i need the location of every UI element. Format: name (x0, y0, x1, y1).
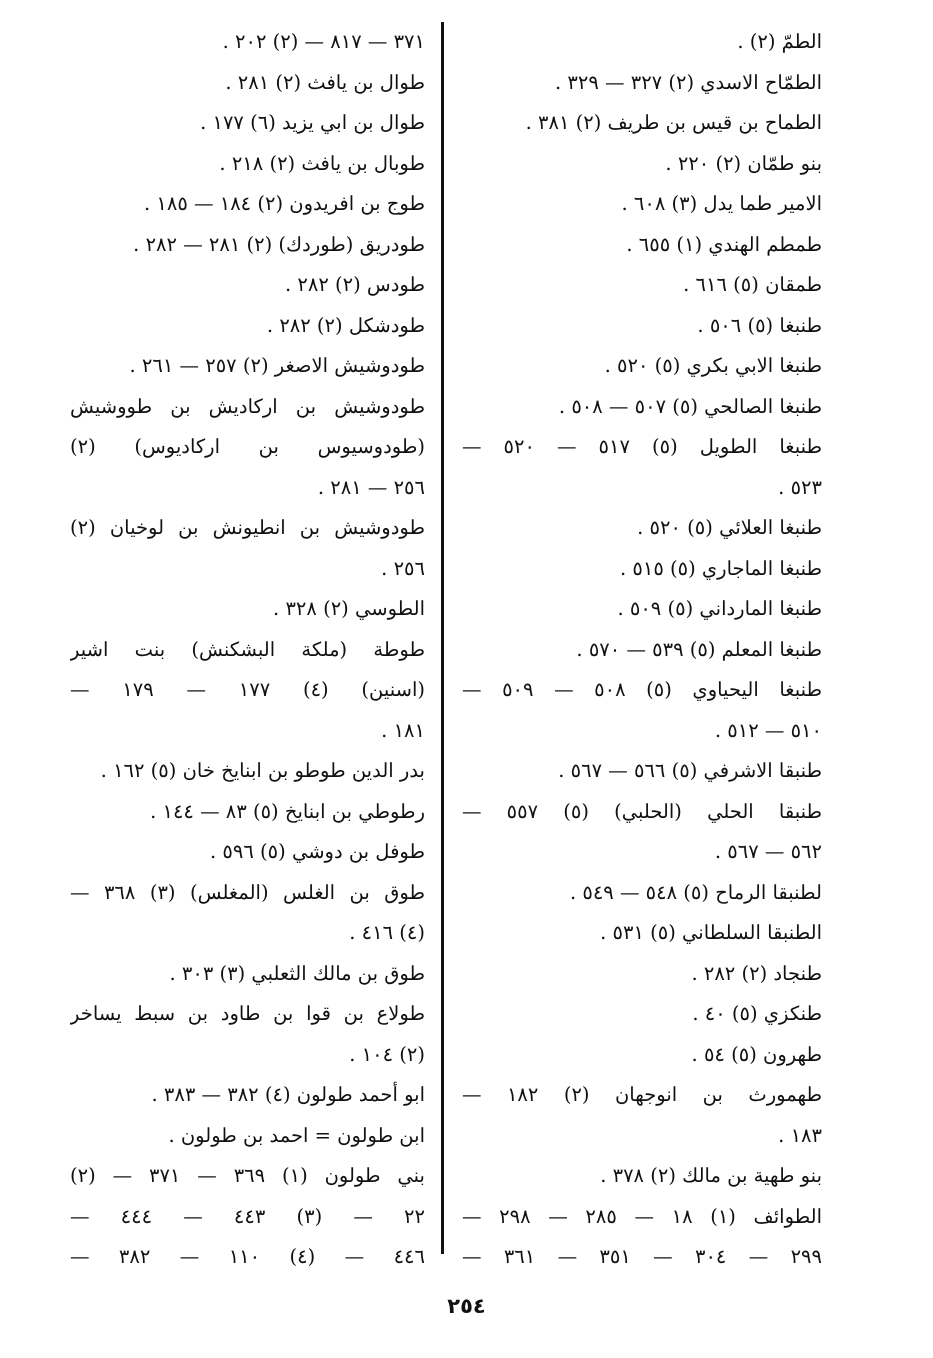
index-entry-line: رطوطي بن ابنايخ (٥) ٨٣ — ١٤٤ . (150, 799, 425, 823)
index-entry-line: ٥١٠ — ٥١٢ . (714, 718, 822, 742)
index-entry-line: بدر الدين طوطو بن ابنايخ خان (٥) ١٦٢ . (100, 759, 425, 782)
index-entry-line: ٢٥٦ . (381, 556, 425, 580)
index-entry-line: بني طولون (١) ٣٦٩ — ٣٧١ — (٢) (70, 1164, 425, 1187)
index-entry-line: الطوائف (١) ١٨ — ٢٨٥ — ٢٩٨ — (462, 1204, 822, 1228)
index-entry-line: طوطة (ملكة البشكنش) بنت اشير (70, 637, 425, 661)
index-entry-line: بنو طمّان (٢) ٢٢٠ . (665, 151, 822, 175)
index-entry-line: لطنبقا الرماح (٥) ٥٤٨ — ٥٤٩ . (569, 880, 822, 904)
index-entry-line: طنبقا الاشرفي (٥) ٥٦٦ — ٥٦٧ . (558, 759, 822, 782)
index-entry-line: الطماح بن قيس بن طريف (٢) ٣٨١ . (525, 111, 822, 134)
index-column-right (462, 22, 822, 1278)
index-entry-line: طهرون (٥) ٥٤ . (691, 1042, 822, 1066)
index-entry-line: الامير طما يدل (٣) ٦٠٨ . (621, 192, 822, 215)
index-entry-line: طولاع بن قوا بن طاود بن سبط يساخر (70, 1002, 425, 1025)
index-entry-line: طنكزي (٥) ٤٠ . (692, 1002, 822, 1025)
index-entry-line: طنبغا الماجاري (٥) ٥١٥ . (619, 556, 822, 580)
index-entry-line: طوق بن الغلس (المغلس) (٣) ٣٦٨ — (70, 880, 425, 904)
index-entry-line: طنبغا الابي بكري (٥) ٥٢٠ . (604, 354, 822, 377)
index-column-left (70, 22, 425, 1278)
index-entry-line: الطمّ (٢) . (737, 30, 822, 53)
index-entry-line: ٤٤٦ — (٤) ١١٠ — ٣٨٢ — (70, 1245, 425, 1268)
index-entry-line: (اسنين) (٤) ١٧٧ — ١٧٩ — (70, 678, 425, 701)
index-entry-line: طمقان (٥) ٦١٦ . (683, 273, 822, 296)
index-entry-line: (٢) ١٠٤ . (349, 1042, 425, 1066)
index-entry-line: ابن طولون = احمد بن طولون . (168, 1123, 425, 1147)
index-entry-line: الطوسي (٢) ٣٢٨ . (273, 597, 425, 620)
index-entry-line: طودريق (طوردك) (٢) ٢٨١ — ٢٨٢ . (133, 232, 425, 256)
index-entry-line: طودوشيش بن اركاديش بن طووشيش (70, 394, 425, 418)
index-entry-line: طنبغا (٥) ٥٠٦ . (697, 313, 822, 337)
index-entry-line: ٣٧١ — ٨١٧ — (٢) ٢٠٢ . (222, 30, 425, 53)
index-entry-line: طودوشيش بن انطيونش بن لوخيان (٢) (70, 516, 425, 539)
index-entry-line: ١٨٣ . (778, 1123, 822, 1147)
index-entry-line: طودس (٢) ٢٨٢ . (284, 273, 425, 296)
index-entry-line: طنبغا الصالحي (٥) ٥٠٧ — ٥٠٨ . (558, 394, 822, 418)
index-entry-line: طوفل بن دوشي (٥) ٥٩٦ . (210, 840, 425, 863)
page-number: ٢٥٤ (447, 1294, 486, 1318)
index-entry-line: طودشكل (٢) ٢٨٢ . (266, 313, 425, 337)
index-entry-line: طوج بن افريدون (٢) ١٨٤ — ١٨٥ . (143, 192, 425, 215)
index-entry-line: طوال بن ابي يزيد (٦) ١٧٧ . (200, 111, 425, 134)
index-entry-line: (طودوسيوس بن اركاديوس) (٢) (70, 435, 425, 458)
index-entry-line: الطنبقا السلطاني (٥) ٥٣١ . (600, 921, 822, 944)
index-entry-line: الطمّاح الاسدي (٢) ٣٢٧ — ٣٢٩ . (555, 70, 822, 94)
index-entry-line: طنبغا المعلم (٥) ٥٣٩ — ٥٧٠ . (576, 637, 822, 661)
index-entry-line: ٢٥٦ — ٢٨١ . (317, 475, 425, 499)
index-entry-line: ١٨١ . (381, 718, 425, 742)
index-entry-line: طوق بن مالك الثعلبي (٣) ٣٠٣ . (169, 961, 425, 985)
index-entry-line: ابو أحمد طولون (٤) ٣٨٢ — ٣٨٣ . (151, 1083, 425, 1106)
index-entry-line: طوال بن يافث (٢) ٢٨١ . (225, 70, 425, 94)
index-entry-line: ٥٦٢ — ٥٦٧ . (714, 840, 822, 863)
index-entry-line: طنبغا اليحياوي (٥) ٥٠٨ — ٥٠٩ — (462, 678, 822, 701)
index-entry-line: طنبغا المارداني (٥) ٥٠٩ . (617, 597, 822, 620)
index-entry-line: طهمورث بن انوجهان (٢) ١٨٢ — (462, 1083, 822, 1106)
column-divider (441, 22, 444, 1254)
index-entry-line: طنجاد (٢) ٢٨٢ . (691, 961, 822, 985)
index-entry-line: ٢٩٩ — ٣٠٤ — ٣٥١ — ٣٦١ — (462, 1245, 822, 1268)
index-entry-line: بنو طهية بن مالك (٢) ٣٧٨ . (600, 1164, 822, 1187)
index-entry-line: طوبال بن يافث (٢) ٢١٨ . (219, 151, 425, 175)
index-entry-line: طنبغا العلائي (٥) ٥٢٠ . (637, 516, 822, 539)
index-entry-line: طودوشيش الاصغر (٢) ٢٥٧ — ٢٦١ . (129, 354, 425, 377)
index-entry-line: طنبقا الحلي (الحلبي) (٥) ٥٥٧ — (462, 799, 822, 823)
index-entry-line: طنبغا الطويل (٥) ٥١٧ — ٥٢٠ — (462, 435, 822, 458)
index-entry-line: ٢٢ — (٣) ٤٤٣ — ٤٤٤ — (70, 1204, 425, 1228)
index-entry-line: ٥٢٣ . (778, 475, 822, 499)
index-entry-line: طمطم الهندي (١) ٦٥٥ . (626, 232, 822, 256)
index-entry-line: (٤) ٤١٦ . (349, 921, 425, 944)
